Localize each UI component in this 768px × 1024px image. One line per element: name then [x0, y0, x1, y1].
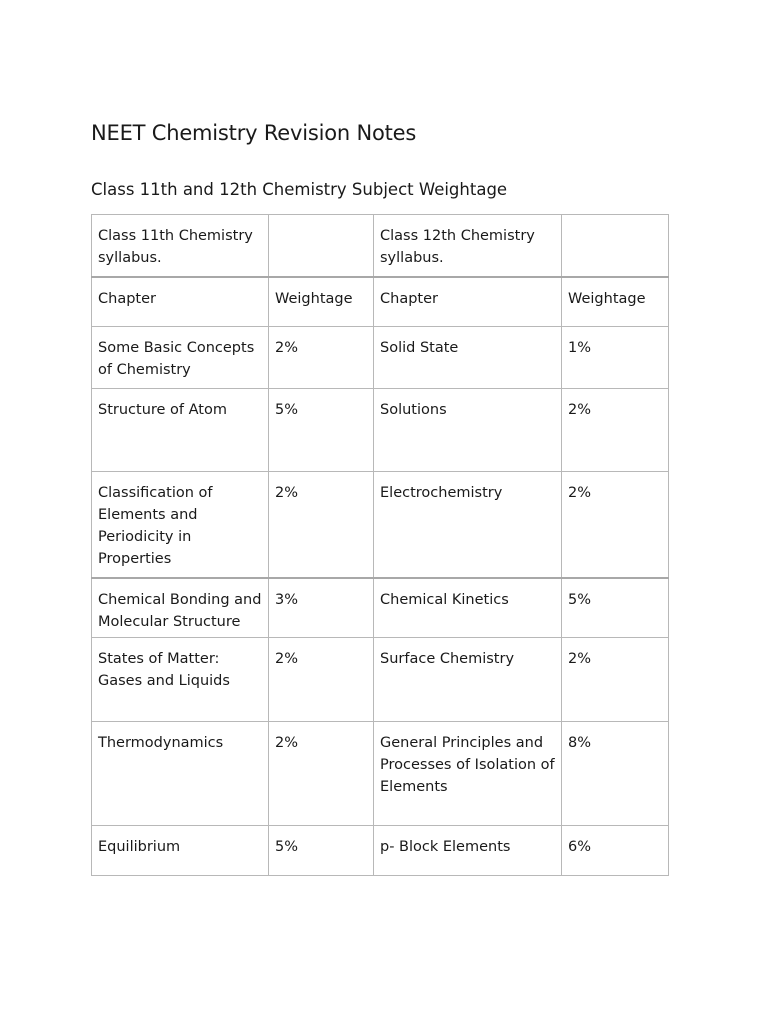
weightage-12-cell: 1%: [562, 327, 669, 389]
table-row: [92, 389, 669, 472]
column-header-chapter-12: Chapter: [374, 277, 562, 327]
chapter-12-cell: Chemical Kinetics: [374, 578, 562, 638]
table-row: [92, 472, 669, 578]
weightage-11-cell: 2%: [269, 327, 374, 389]
chapter-12-cell: General Principles and Processes of Isolation of Elements: [374, 722, 562, 826]
table-row: [92, 722, 669, 826]
weightage-12-cell: 5%: [562, 578, 669, 638]
table-row: [92, 578, 669, 638]
chapter-11-cell: Classification of Elements and Periodicity in Properties: [92, 472, 269, 578]
column-header-weightage-11: Weightage: [269, 277, 374, 327]
chapter-12-cell: Electrochemistry: [374, 472, 562, 578]
weightage-12-cell: 2%: [562, 638, 669, 722]
empty-header-cell: [269, 215, 374, 277]
chapter-12-cell: p- Block Elements: [374, 826, 562, 876]
weightage-table: [91, 214, 669, 876]
weightage-12-cell: 6%: [562, 826, 669, 876]
weightage-12-cell: 8%: [562, 722, 669, 826]
empty-header-cell: [562, 215, 669, 277]
chapter-11-cell: States of Matter: Gases and Liquids: [92, 638, 269, 722]
table-row: [92, 638, 669, 722]
weightage-11-cell: 2%: [269, 638, 374, 722]
weightage-11-cell: 5%: [269, 389, 374, 472]
column-header-weightage-12: Weightage: [562, 277, 669, 327]
chapter-11-cell: Structure of Atom: [92, 389, 269, 472]
column-header-row: [92, 277, 669, 327]
weightage-12-cell: 2%: [562, 389, 669, 472]
table-row: [92, 826, 669, 876]
weightage-11-cell: 5%: [269, 826, 374, 876]
weightage-11-cell: 3%: [269, 578, 374, 638]
weightage-11-cell: 2%: [269, 722, 374, 826]
chapter-11-cell: Thermodynamics: [92, 722, 269, 826]
document-subtitle: Class 11th and 12th Chemistry Subject Weightage: [91, 180, 508, 199]
class11-syllabus-header: Class 11th Chemistry syllabus.: [92, 215, 269, 277]
table-row: [92, 327, 669, 389]
chapter-11-cell: Chemical Bonding and Molecular Structure: [92, 578, 269, 638]
document-title: NEET Chemistry Revision Notes: [91, 121, 417, 145]
column-header-chapter-11: Chapter: [92, 277, 269, 327]
weightage-12-cell: 2%: [562, 472, 669, 578]
class12-syllabus-header: Class 12th Chemistry syllabus.: [374, 215, 562, 277]
chapter-12-cell: Solutions: [374, 389, 562, 472]
weightage-11-cell: 2%: [269, 472, 374, 578]
chapter-12-cell: Solid State: [374, 327, 562, 389]
chapter-11-cell: Some Basic Concepts of Chemistry: [92, 327, 269, 389]
chapter-11-cell: Equilibrium: [92, 826, 269, 876]
chapter-12-cell: Surface Chemistry: [374, 638, 562, 722]
table-header-row: [92, 215, 669, 277]
